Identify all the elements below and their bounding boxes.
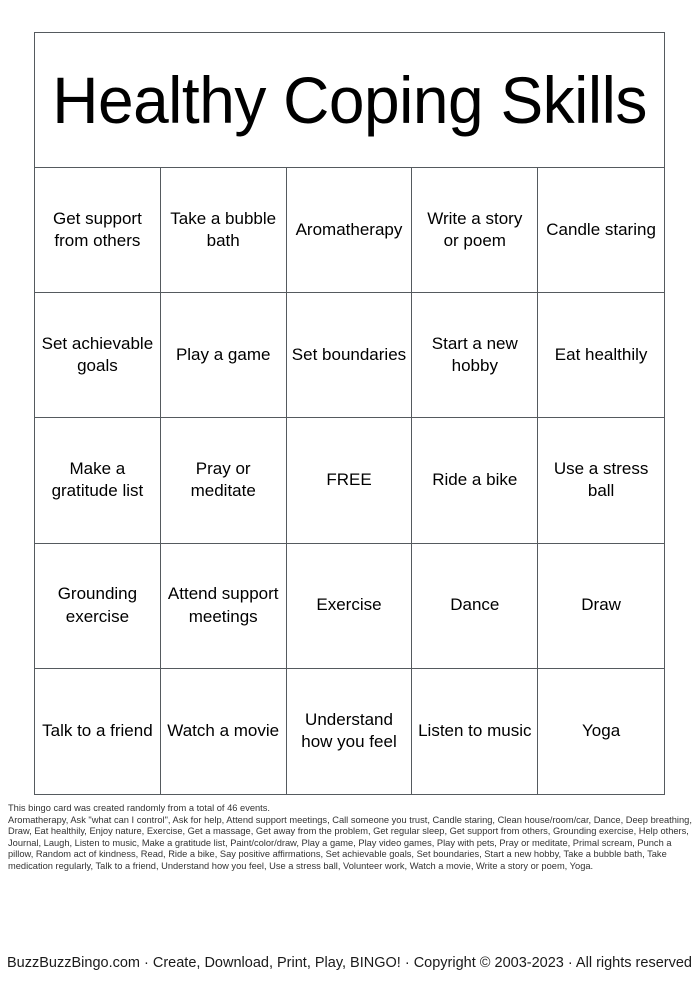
page-footer: BuzzBuzzBingo.com · Create, Download, Print, Play, BINGO! · Copyright © 2003-2023 · All rights reserved — [7, 955, 692, 971]
bingo-cell-r1c5[interactable] — [538, 168, 664, 293]
bingo-cell-r1c2[interactable] — [161, 168, 287, 293]
footnote-event-list: Aromatherapy, Ask "what can I control", Ask for help, Attend support meetings, Call someone you trust, Candle staring, Clean house/room/car, Dance, Deep breathing, Draw, Eat healthily, Enjoy nature, Exercise, Get a massage, Get away from the problem, Get regular sleep, Get support from others, Grounding exercise, Help others, Journal, Laugh, Listen to music, Make a gratitude list, Paint/color/draw, Play a game, Play video games, Play with pets, Pray or meditate, Primal scream, Punch a pillow, Random act of kindness, Read, Ride a bike, Say positive affirmations, Set achievable goals, Set boundaries, Start a new hobby, Take a bubble bath, Take medication regularly, Talk to a friend, Understand how you feel, Use a stress ball, Volunteer work, Watch a movie, Write a story or poem, Yoga. — [8, 814, 692, 871]
bingo-cell-label: Dance — [450, 595, 500, 615]
bingo-cell-free-space[interactable] — [287, 418, 413, 543]
bingo-cell-label: Aromatherapy — [295, 219, 403, 239]
footnote-block — [8, 803, 692, 873]
footnote-intro: This bingo card was created randomly from a total of 46 events. — [8, 803, 270, 813]
bingo-cell-r3c4[interactable] — [412, 418, 538, 543]
bingo-cell-label: Exercise — [316, 595, 382, 615]
bingo-cell-label: Talk to a friend — [42, 721, 153, 741]
bingo-cell-r4c3[interactable] — [287, 544, 413, 669]
bingo-cell-r2c2[interactable] — [161, 293, 287, 418]
bingo-cell-r5c1[interactable] — [35, 669, 161, 794]
bingo-cell-label: Watch a movie — [167, 721, 280, 741]
bingo-cell-r5c3[interactable] — [287, 669, 413, 794]
bingo-cell-label: Grounding exercise — [57, 584, 138, 626]
bingo-cell-label: Set boundaries — [291, 345, 407, 365]
bingo-cell-r2c1[interactable] — [35, 293, 161, 418]
bingo-cell-label: Get support from others — [52, 208, 142, 251]
bingo-cell-label: Pray or meditate — [190, 459, 256, 501]
bingo-cell-r3c5[interactable] — [538, 418, 664, 543]
bingo-cell-r3c2[interactable] — [161, 418, 287, 543]
bingo-cell-label: Yoga — [582, 721, 621, 741]
bingo-cell-r4c4[interactable] — [412, 544, 538, 669]
bingo-cell-label: Attend support meetings — [167, 584, 279, 626]
page-title: Healthy Coping Skills — [52, 63, 647, 137]
bingo-cell-r4c2[interactable] — [161, 544, 287, 669]
bingo-grid — [35, 168, 664, 794]
bingo-cell-r4c5[interactable] — [538, 544, 664, 669]
bingo-cell-r3c1[interactable] — [35, 418, 161, 543]
bingo-cell-r1c4[interactable] — [412, 168, 538, 293]
bingo-cell-r5c2[interactable] — [161, 669, 287, 794]
bingo-cell-label: Understand how you feel — [301, 709, 397, 752]
bingo-card — [34, 32, 665, 795]
card-title-bar — [35, 33, 664, 168]
free-space-label: FREE — [326, 470, 372, 490]
bingo-cell-label: Listen to music — [418, 721, 532, 741]
bingo-cell-label: Write a story or poem — [427, 208, 523, 251]
bingo-cell-label: Candle staring — [546, 219, 656, 239]
bingo-cell-label: Ride a bike — [432, 470, 518, 490]
bingo-cell-label: Play a game — [175, 345, 271, 365]
bingo-cell-r2c4[interactable] — [412, 293, 538, 418]
bingo-cell-r5c4[interactable] — [412, 669, 538, 794]
bingo-cell-label: Set achievable goals — [41, 333, 154, 376]
bingo-cell-label: Use a stress ball — [553, 459, 649, 501]
bingo-cell-r1c1[interactable] — [35, 168, 161, 293]
bingo-cell-label: Start a new hobby — [431, 333, 518, 376]
bingo-cell-label: Eat healthily — [554, 345, 648, 365]
bingo-cell-r4c1[interactable] — [35, 544, 161, 669]
bingo-cell-r5c5[interactable] — [538, 669, 664, 794]
bingo-cell-r1c3[interactable] — [287, 168, 413, 293]
bingo-cell-r2c3[interactable] — [287, 293, 413, 418]
bingo-cell-label: Draw — [581, 595, 621, 615]
bingo-cell-r2c5[interactable] — [538, 293, 664, 418]
bingo-cell-label: Make a gratitude list — [51, 459, 144, 501]
bingo-cell-label: Take a bubble bath — [170, 208, 277, 251]
